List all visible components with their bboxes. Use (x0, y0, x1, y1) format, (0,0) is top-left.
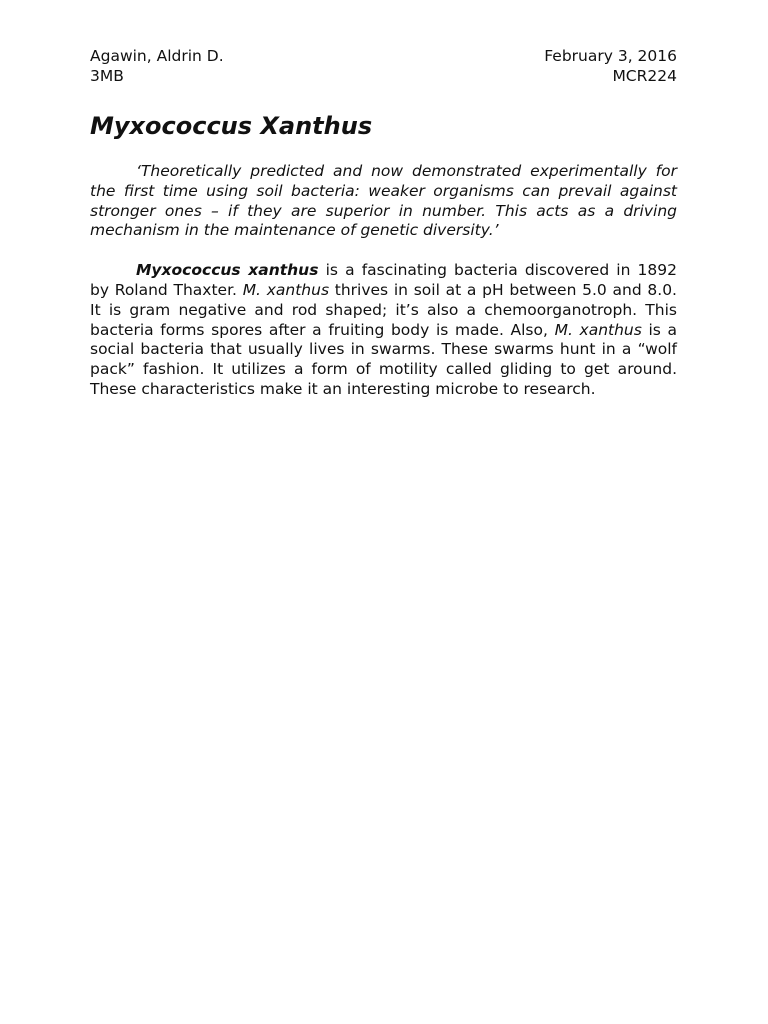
body-paragraph (90, 261, 677, 400)
header-right (544, 46, 677, 86)
document-date: February 3, 2016 (544, 47, 677, 65)
header-left (90, 46, 224, 86)
author-name: Agawin, Aldrin D. (90, 47, 224, 65)
body-text-2: thrives in soil at a pH between 5.0 and 8.0. It is gram negative and rod shaped; it’s also a chemoorganotroph. This bacteria forms spores after a fruiting body is made. Also, (90, 280, 677, 339)
document-page (90, 46, 677, 400)
species-abbrev-2: M. xanthus (554, 320, 642, 339)
body-text-3: is a social bacteria that usually lives in swarms. These swarms hunt in a “wolf pack” fashion. It utilizes a form of motility called gliding to get around. These characteristics make it an interesting microbe to research. (90, 320, 678, 398)
epigraph-quote: ‘Theoretically predicted and now demonstrated experimentally for the first time using soil bacteria: weaker organisms can prevail against stronger ones – if they are superior in number. This acts as a driving mechanism in the maintenance of genetic diversity.’ (90, 162, 677, 240)
document-title: Myxococcus Xanthus (90, 112, 373, 140)
species-abbrev-1: M. xanthus (242, 280, 330, 299)
course-code: MCR224 (612, 67, 677, 85)
species-name: Myxococcus xanthus (136, 261, 319, 280)
body-text-1: is a fascinating bacteria discovered in 1892 by Roland Thaxter. (90, 261, 677, 299)
class-section: 3MB (90, 67, 124, 85)
document-header (90, 46, 677, 86)
